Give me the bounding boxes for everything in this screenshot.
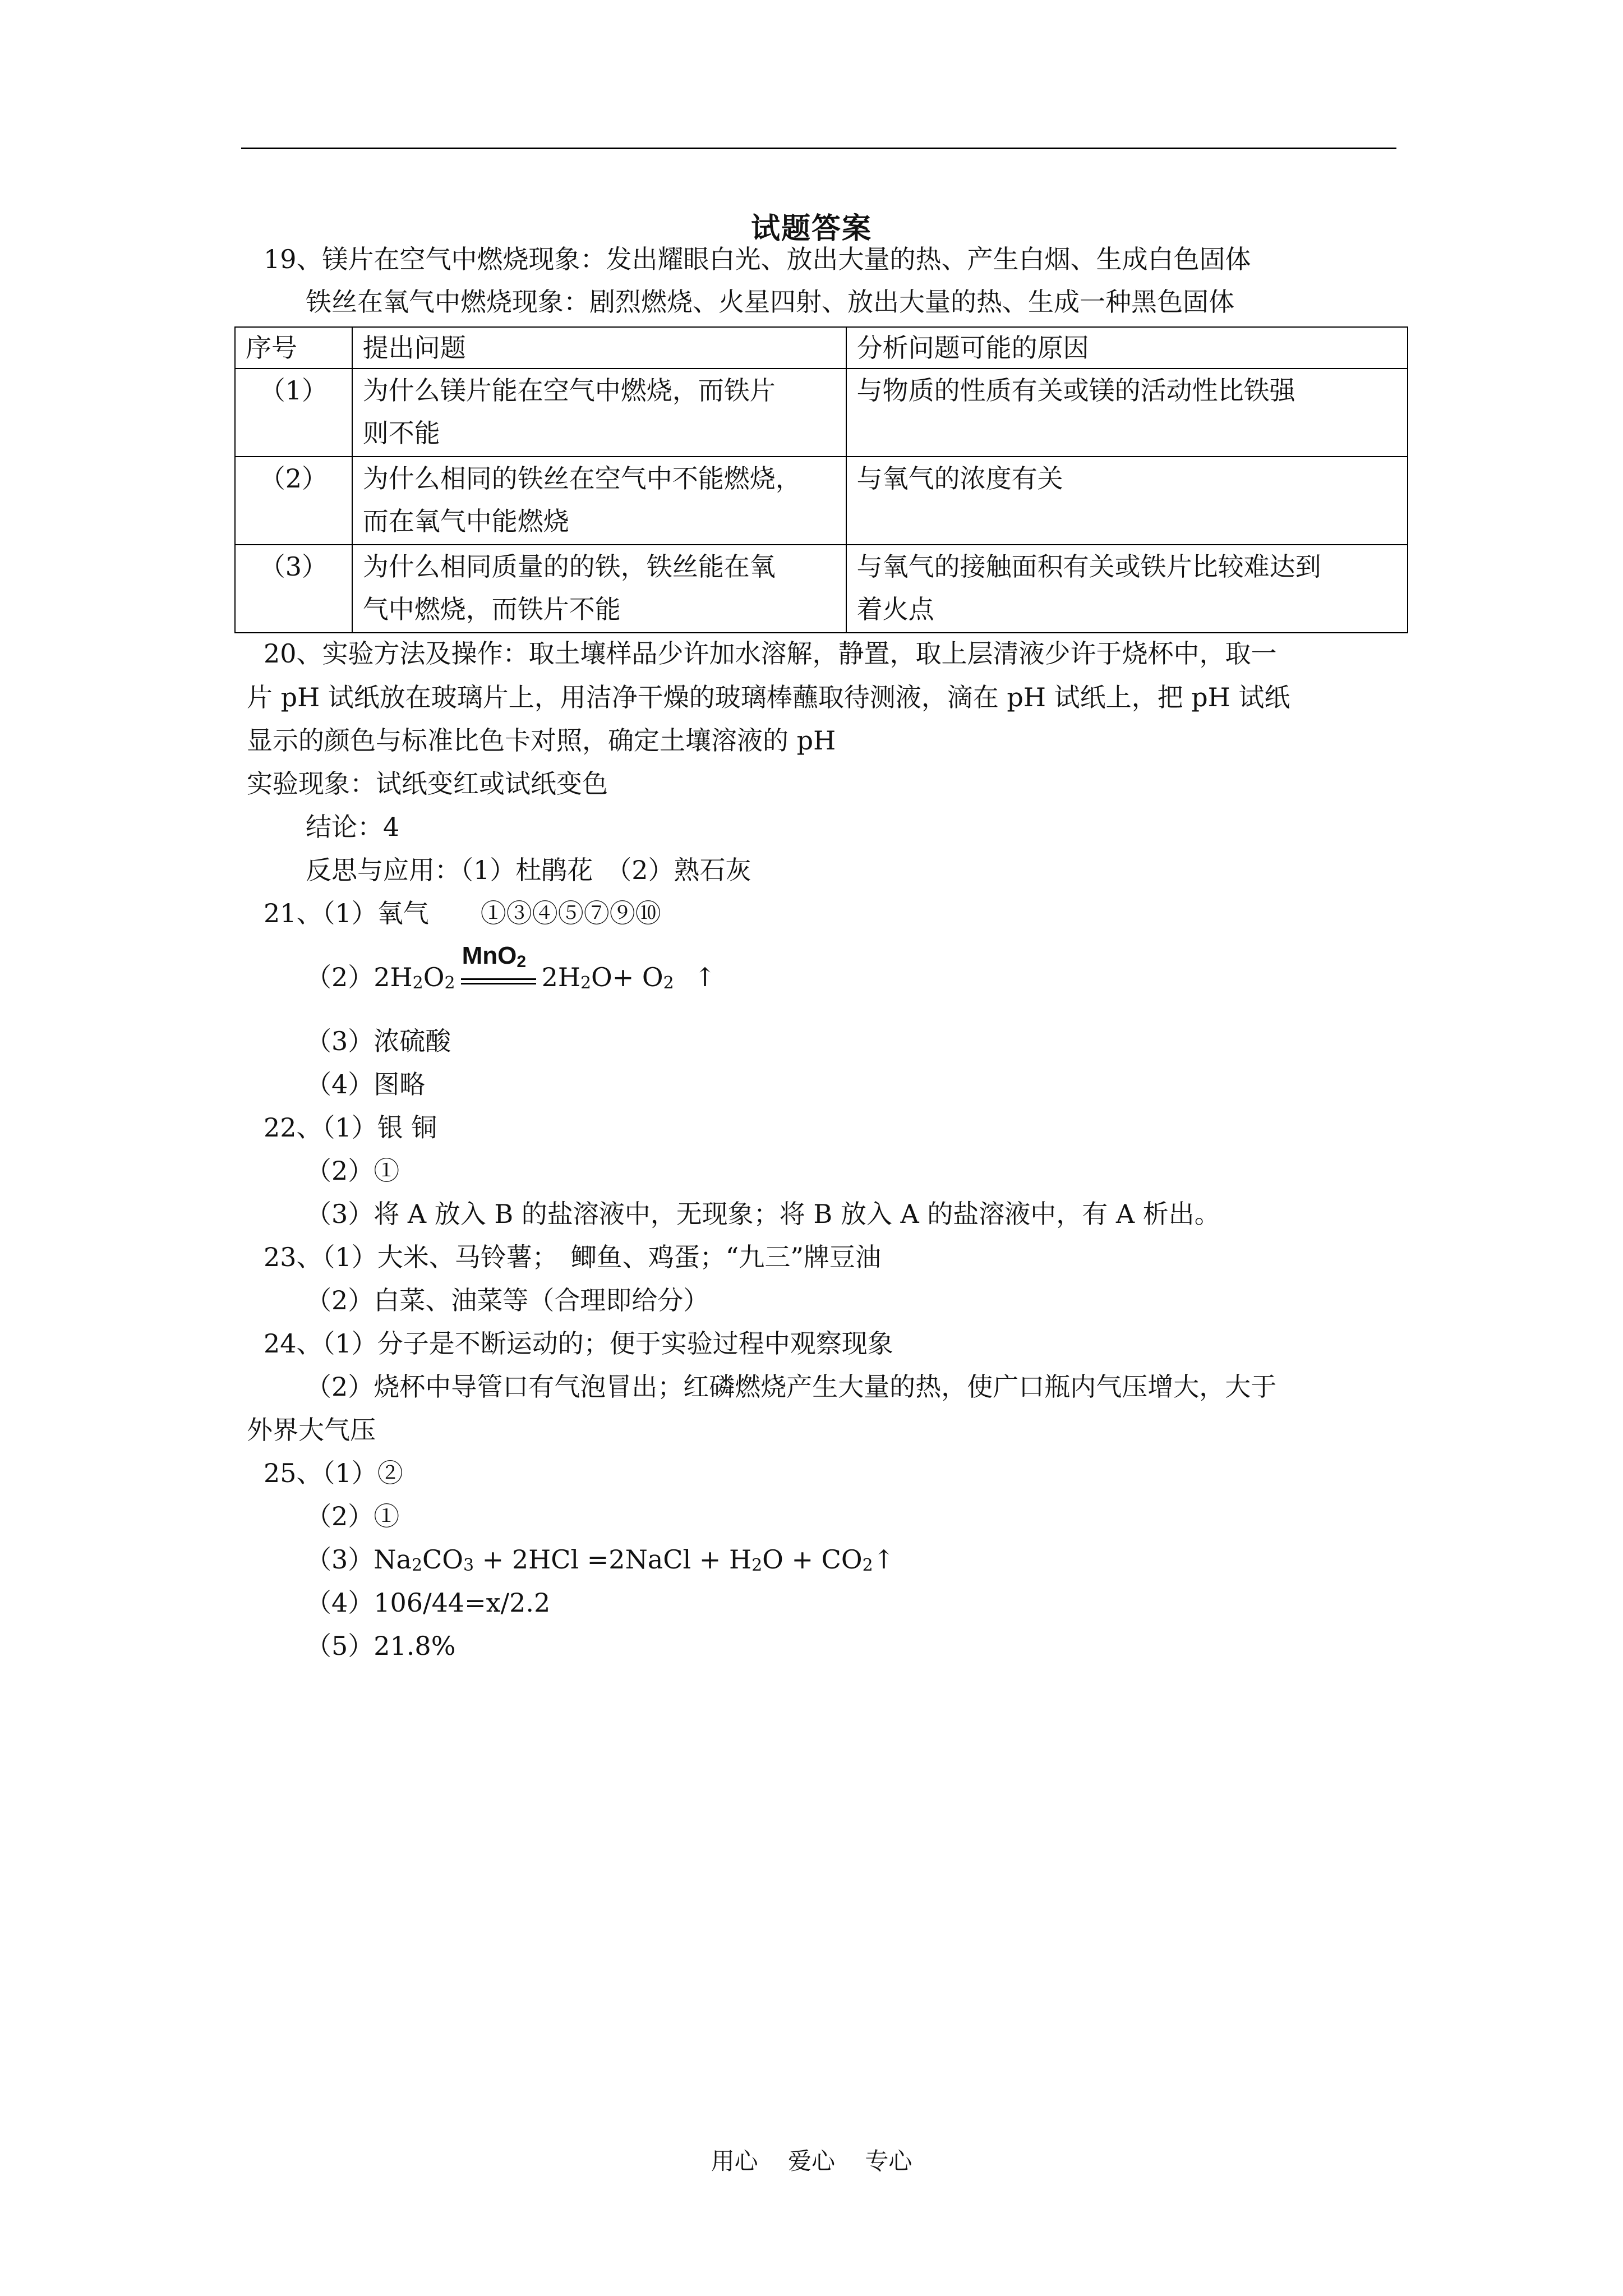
eq-text: （2）2H (306, 962, 413, 992)
page-title: 试题答案 (750, 211, 872, 246)
table-header-question: 提出问题 (352, 327, 846, 369)
q25-line-4: （4）106/44=x/2.2 (306, 1588, 551, 1618)
eq-text: O (423, 962, 445, 992)
q22-line-1: 22、（1）银 铜 (264, 1112, 437, 1143)
eq-subscript: 2 (580, 973, 592, 993)
q20-line-2: 片 pH 试纸放在玻璃片上，用洁净干燥的玻璃棒蘸取待测液，滴在 pH 试纸上，把 pH 试纸 (247, 682, 1290, 712)
q23-line-2: （2）白菜、油菜等（合理即给分） (306, 1285, 709, 1315)
q20-observation: 实验现象：试纸变红或试纸变色 (247, 769, 608, 799)
eq-text: CO (422, 1544, 463, 1575)
row-question (352, 369, 846, 457)
eq-subscript: 2 (751, 1556, 763, 1575)
row-question-line: 为什么相同质量的的铁，铁丝能在氧 (362, 551, 776, 582)
q19-line-1: 19、镁片在空气中燃烧现象：发出耀眼白光、放出大量的热、产生白烟、生成白色固体 (264, 244, 1251, 274)
equals-bar-top (461, 978, 536, 980)
eq-text: O + CO (762, 1544, 863, 1575)
row-reason-line: 与氧气的接触面积有关或铁片比较难达到 (856, 551, 1321, 582)
q21-line-3: （3）浓硫酸 (306, 1026, 451, 1056)
q19-line-2: 铁丝在氧气中燃烧现象：剧烈燃烧、火星四射、放出大量的热、生成一种黑色固体 (306, 287, 1234, 317)
row-question-line: 为什么镁片能在空气中燃烧，而铁片 (362, 375, 776, 406)
header-rule (241, 148, 1396, 149)
row-question-line: 气中燃烧，而铁片不能 (362, 594, 621, 624)
q24-line-3: 外界大气压 (247, 1415, 376, 1445)
row-reason (846, 369, 1408, 457)
row-reason (846, 457, 1408, 545)
q21-line-4: （4）图略 (306, 1069, 426, 1099)
table-row (235, 369, 1408, 457)
q25-line-1: 25、（1）② (264, 1458, 403, 1488)
q19-analysis-table (234, 326, 1408, 633)
row-reason-line: 与物质的性质有关或镁的活动性比铁强 (856, 375, 1295, 406)
row-reason-line: 与氧气的浓度有关 (856, 463, 1063, 494)
eq-subscript: 2 (411, 1556, 423, 1575)
eq-text: + 2HCl =2NaCl + H (474, 1544, 752, 1575)
q20-conclusion: 结论：4 (306, 812, 400, 842)
q23-line-1: 23、（1）大米、马铃薯； 鲫鱼、鸡蛋；“九三”牌豆油 (264, 1242, 881, 1272)
catalyst-text: MnO (462, 942, 517, 969)
eq-subscript: 2 (444, 973, 455, 993)
row-reason (846, 545, 1408, 633)
eq-subscript: 2 (663, 973, 674, 993)
table-header-row (235, 327, 1408, 369)
eq-text: （3）Na (306, 1544, 412, 1575)
row-question-line: 而在氧气中能燃烧 (362, 506, 569, 536)
gas-arrow: ↑ (694, 962, 716, 992)
eq-text: O+ O (591, 962, 663, 992)
catalyst-subscript: 2 (517, 953, 527, 971)
q20-line-3: 显示的颜色与标准比色卡对照，确定土壤溶液的 pH (247, 725, 836, 756)
q20-reflection: 反思与应用：（1）杜鹃花 （2）熟石灰 (306, 855, 751, 885)
q25-line-3 (306, 1543, 895, 1582)
q25-line-5: （5）21.8% (306, 1631, 456, 1661)
table-row (235, 457, 1408, 545)
q20-line-1: 20、实验方法及操作：取土壤样品少许加水溶解，静置，取上层清液少许于烧杯中，取一 (264, 638, 1277, 669)
q22-line-3: （3）将 A 放入 B 的盐溶液中，无现象；将 B 放入 A 的盐溶液中，有 A 析出。 (306, 1199, 1220, 1229)
q24-line-2: （2）烧杯中导管口有气泡冒出；红磷燃烧产生大量的热，使广口瓶内气压增大，大于 (306, 1372, 1277, 1402)
q21-line-1: 21、（1）氧气 ①③④⑤⑦⑨⑩ (264, 898, 661, 928)
row-question-line: 则不能 (362, 418, 440, 448)
gas-arrow: ↑ (873, 1544, 895, 1575)
eq-text: 2H (541, 962, 580, 992)
row-question (352, 457, 846, 545)
page-footer: 用心 爱心 专心 (711, 2147, 912, 2175)
table-header-no: 序号 (235, 327, 352, 369)
catalyst-label (462, 939, 526, 979)
row-reason-line: 着火点 (856, 594, 934, 624)
eq-subscript: 3 (463, 1556, 474, 1575)
equals-bar-bottom (461, 983, 536, 984)
row-no: （3） (235, 545, 352, 633)
row-question (352, 545, 846, 633)
q25-line-2: （2）① (306, 1501, 400, 1531)
row-question-line: 为什么相同的铁丝在空气中不能燃烧， (362, 463, 801, 494)
eq-subscript: 2 (862, 1556, 873, 1575)
row-no: （1） (235, 369, 352, 457)
row-no: （2） (235, 457, 352, 545)
q21-equation (306, 942, 716, 1000)
catalyst-condition (457, 942, 541, 994)
table-row (235, 545, 1408, 633)
eq-subscript: 2 (412, 973, 423, 993)
q22-line-2: （2）① (306, 1156, 400, 1186)
table-header-reason: 分析问题可能的原因 (846, 327, 1408, 369)
q24-line-1: 24、（1）分子是不断运动的；便于实验过程中观察现象 (264, 1328, 893, 1359)
